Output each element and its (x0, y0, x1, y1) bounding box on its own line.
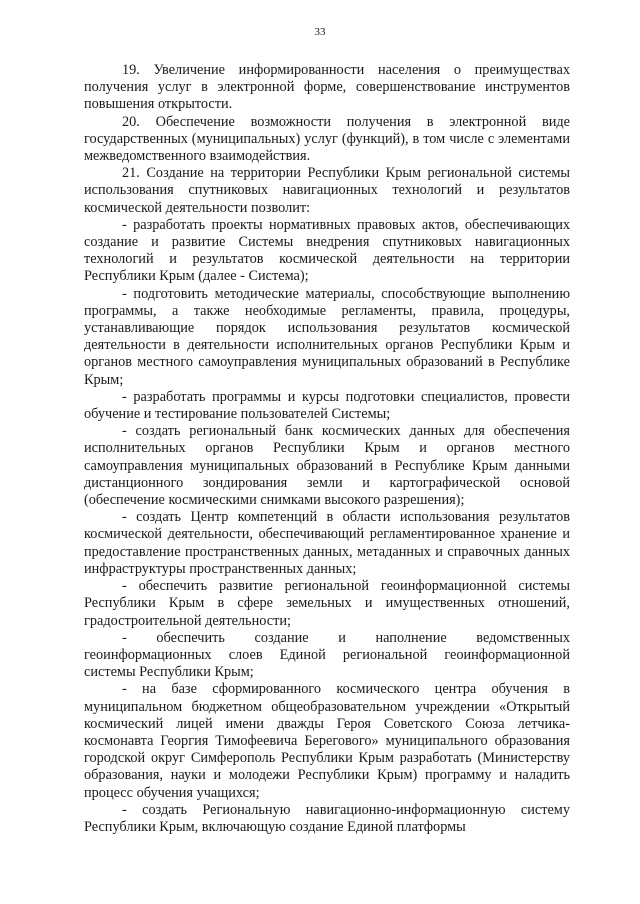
list-item: - создать Центр компетенций в области использования результатов космической деятельности, обеспечивающий регламентированное хранение и предоставление пространственных данных, метаданных и справочных данных инфраструктуры пространственных данных; (84, 509, 570, 577)
list-item: - обеспечить развитие региональной геоинформационной системы Республики Крым в сфере земельных и имущественных отношений, градостроительной деятельности; (84, 578, 570, 629)
list-item: - создать региональный банк космических данных для обеспечения исполнительных органов Республики Крым и органов местного самоуправления муниципальных образований в Республике Крым данными дистанционного зондирования земли и картографической основой (обеспечение космическими снимками высокого разрешения); (84, 423, 570, 509)
list-item: - на базе сформированного космического центра обучения в муниципальном бюджетном общеобразовательном учреждении «Открытый космический лицей имени дважды Героя Советского Союза летчика-космонавта Георгия Тимофеевича Берегового» муниципального образования городской округ Симферополь Республики Крым разработать (Министерству образования, науки и молодежи Республики Крым) программу и наладить процесс обучения учащихся; (84, 681, 570, 801)
list-item: - разработать проекты нормативных правовых актов, обеспечивающих создание и развитие Системы внедрения спутниковых навигационных технологий и результатов космической деятельности на территории Республики Крым (далее - Система); (84, 216, 570, 285)
list-item: - разработать программы и курсы подготовки специалистов, провести обучение и тестирование пользователей Системы; (84, 388, 570, 423)
list-item: - подготовить методические материалы, способствующие выполнению программы, а также необходимые регламенты, правила, процедуры, устанавливающие порядок использования результатов космической деятельности в деятельности исполнительных органов Республики Крым и органов местного самоуправления муниципальных образований в Республике Крым; (84, 285, 570, 388)
document-body (84, 62, 570, 836)
page-number: 33 (314, 26, 326, 38)
paragraph-20: 20. Обеспечение возможности получения в электронной виде государственных (муниципальных) услуг (функций), в том числе с элементами межведомственного взаимодействия. (84, 113, 570, 165)
paragraph-19: 19. Увеличение информированности населения о преимуществах получения услуг в электронной форме, совершенствование инструментов повышения открытости. (84, 62, 570, 113)
list-item: - создать Региональную навигационно-информационную систему Республики Крым, включающую создание Единой платформы (84, 801, 570, 835)
list-item: - обеспечить создание и наполнение ведомственных геоинформационных слоев Единой региональной геоинформационной системы Республики Крым; (84, 629, 570, 681)
paragraph-21: 21. Создание на территории Республики Крым региональной системы использования спутниковых навигационных технологий и результатов космической деятельности позволит: (84, 165, 570, 216)
